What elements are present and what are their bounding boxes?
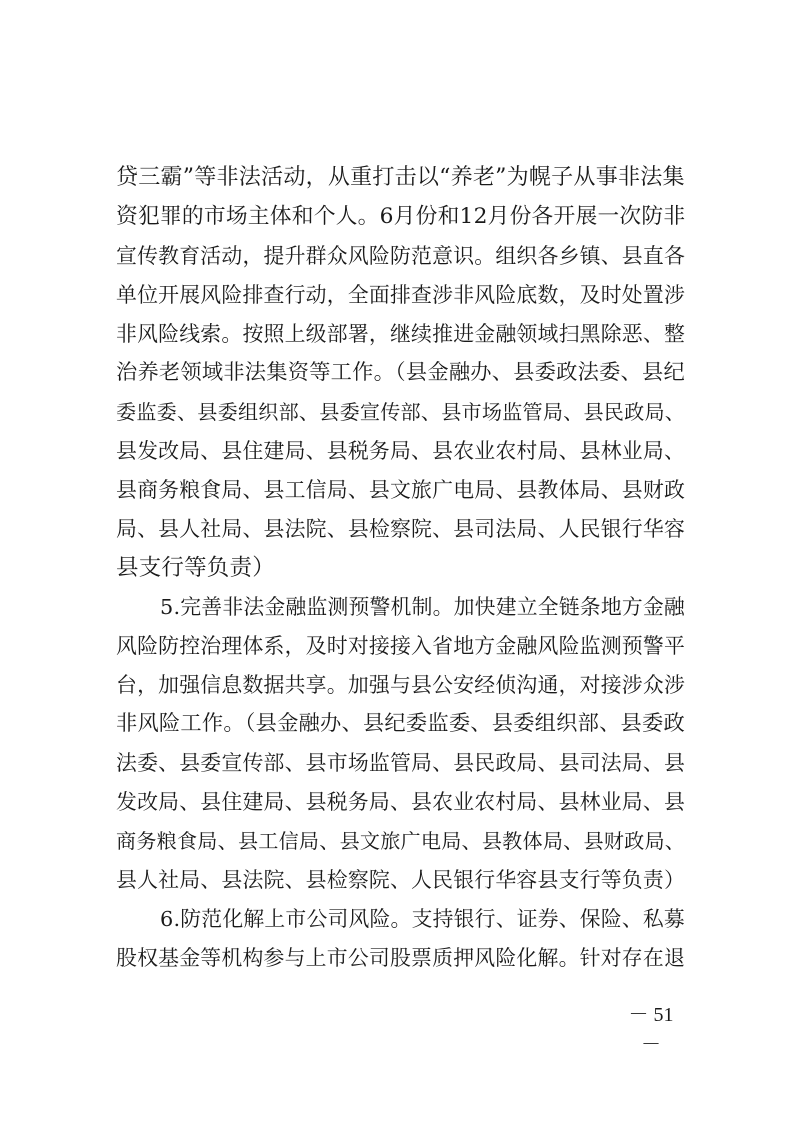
- body-text-line: 县人社局、县法院、县检察院、人民银行华容县支行等负责）: [116, 868, 686, 892]
- body-text-line: 发改局、县住建局、县税务局、县农业农村局、县林业局、县: [116, 790, 686, 814]
- body-text-line: 股权基金等机构参与上市公司股票质押风险化解。针对存在退: [116, 946, 686, 970]
- body-text-line: 单位开展风险排查行动，全面排查涉非风险底数，及时处置涉: [116, 283, 686, 307]
- body-text-line: 县商务粮食局、县工信局、县文旅广电局、县教体局、县财政: [116, 478, 686, 502]
- body-text-line: 宣传教育活动，提升群众风险防范意识。组织各乡镇、县直各: [116, 244, 686, 268]
- paragraph-heading-line: 5.完善非法金融监测预警机制。加快建立全链条地方金融: [160, 595, 685, 619]
- body-text-line: 资犯罪的市场主体和个人。6月份和12月份各开展一次防非: [116, 204, 686, 229]
- body-text-line: 风险防控治理体系，及时对接接入省地方金融风险监测预警平: [116, 634, 686, 658]
- body-text-line: 台，加强信息数据共享。加强与县公安经侦沟通，对接涉众涉: [116, 673, 686, 697]
- page-number: － 51 －: [628, 1004, 674, 1056]
- body-text-line: 局、县人社局、县法院、县检察院、县司法局、人民银行华容: [116, 517, 686, 541]
- body-text-line: 法委、县委宣传部、县市场监管局、县民政局、县司法局、县: [116, 751, 686, 775]
- body-text-line: 治养老领域非法集资等工作。（县金融办、县委政法委、县纪: [116, 360, 685, 385]
- paragraph-heading-line: 6.防范化解上市公司风险。支持银行、证券、保险、私募: [160, 907, 685, 931]
- body-text-line: 非风险线索。按照上级部署，继续推进金融领域扫黑除恶、整: [116, 322, 686, 346]
- body-text-line: 县支行等负责）: [116, 555, 275, 581]
- body-text-line: 委监委、县委组织部、县委宣传部、县市场监管局、县民政局、: [116, 400, 686, 424]
- body-text-line: 非风险工作。（县金融办、县纪委监委、县委组织部、县委政: [116, 711, 685, 736]
- body-text-line: 商务粮食局、县工信局、县文旅广电局、县教体局、县财政局、: [116, 829, 686, 853]
- body-text-line: 县发改局、县住建局、县税务局、县农业农村局、县林业局、: [116, 439, 686, 463]
- body-text-line: 贷三霸”等非法活动，从重打击以“养老”为幌子从事非法集: [116, 165, 685, 190]
